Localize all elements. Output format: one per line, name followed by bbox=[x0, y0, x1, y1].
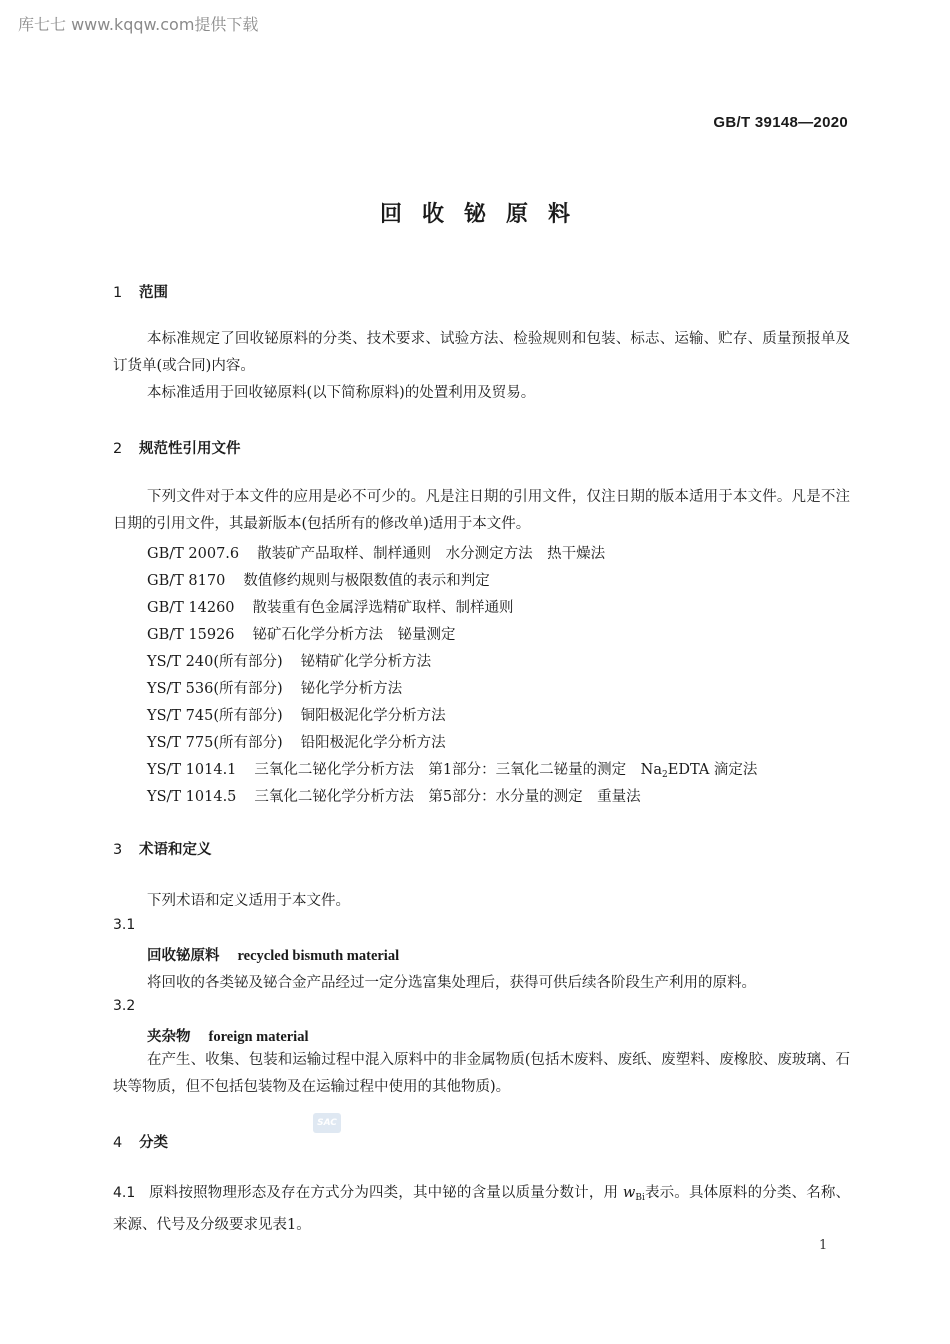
section-1-paragraph-2: 本标准适用于回收铋原料(以下简称原料)的处置利用及贸易。 bbox=[147, 385, 536, 401]
reference-title: 数值修约规则与极限数值的表示和判定 bbox=[243, 573, 490, 589]
reference-item bbox=[147, 623, 456, 644]
reference-code: YS/T 775(所有部分) bbox=[147, 735, 283, 751]
section-3-heading bbox=[113, 838, 212, 859]
reference-code: YS/T 240(所有部分) bbox=[147, 654, 283, 670]
reference-item bbox=[147, 731, 446, 752]
reference-code: GB/T 15926 bbox=[147, 627, 235, 643]
reference-code: YS/T 745(所有部分) bbox=[147, 708, 283, 724]
page-number: 1 bbox=[819, 1238, 828, 1253]
reference-method-prefix: Na bbox=[640, 762, 662, 778]
reference-method-subscript: 2 bbox=[662, 770, 668, 780]
term-english: foreign material bbox=[208, 1029, 309, 1045]
reference-title: 铋矿石化学分析方法 铋量测定 bbox=[252, 627, 456, 643]
mass-fraction-subscript: Bi bbox=[635, 1193, 645, 1203]
reference-title: 铅阳极泥化学分析方法 bbox=[300, 735, 446, 751]
term-definition: 在产生、收集、包装和运输过程中混入原料中的非金属物质(包括木废料、废纸、废塑料、废橡胶、废玻璃、石块等物质，但不包括包装物及在运输过程中使用的其他物质)。 bbox=[113, 1052, 850, 1095]
term-heading bbox=[147, 1025, 309, 1046]
section-4-heading bbox=[113, 1131, 168, 1152]
reference-code: YS/T 1014.5 bbox=[147, 789, 237, 805]
section-1-heading bbox=[113, 281, 168, 302]
term-chinese: 夹杂物 bbox=[147, 1028, 191, 1045]
section-number: 4 bbox=[113, 1135, 123, 1151]
sac-watermark-logo: SAC bbox=[313, 1113, 341, 1133]
reference-item bbox=[147, 596, 514, 617]
reference-title: 三氧化二铋化学分析方法 第1部分：三氧化二铋量的测定 bbox=[254, 762, 641, 778]
download-watermark: 库七七 www.kqqw.com提供下载 bbox=[18, 15, 259, 34]
clause-number: 4.1 bbox=[113, 1185, 136, 1201]
reference-code: GB/T 8170 bbox=[147, 573, 226, 589]
term-heading bbox=[147, 944, 399, 965]
term-number: 3.1 bbox=[113, 917, 136, 933]
section-title: 术语和定义 bbox=[139, 842, 212, 858]
term-definition: 将回收的各类铋及铋合金产品经过一定分选富集处理后，获得可供后续各阶段生产利用的原料。 bbox=[147, 975, 756, 991]
section-title: 范围 bbox=[139, 285, 168, 301]
term-chinese: 回收铋原料 bbox=[147, 947, 220, 964]
reference-title: 铜阳极泥化学分析方法 bbox=[300, 708, 446, 724]
reference-item bbox=[147, 758, 757, 780]
reference-item bbox=[147, 569, 490, 590]
section-2-heading bbox=[113, 437, 241, 458]
section-1-paragraph-1: 本标准规定了回收铋原料的分类、技术要求、试验方法、检验规则和包装、标志、运输、贮存、质量预报单及订货单(或合同)内容。 bbox=[113, 331, 850, 374]
clause-text-post: 表示。具体原料的分类、名称、来源、代号及分级要求见表1。 bbox=[113, 1185, 851, 1233]
section-title: 分类 bbox=[139, 1135, 168, 1151]
standard-number: GB/T 39148—2020 bbox=[713, 114, 848, 131]
section-title: 规范性引用文件 bbox=[139, 441, 241, 457]
mass-fraction-symbol: w bbox=[622, 1185, 636, 1201]
term-number: 3.2 bbox=[113, 998, 136, 1014]
clause-text-pre: 原料按照物理形态及存在方式分为四类，其中铋的含量以质量分数计，用 bbox=[149, 1185, 619, 1201]
document-title: 回收铋原料 bbox=[379, 202, 590, 227]
reference-item bbox=[147, 650, 431, 671]
reference-title: 铋精矿化学分析方法 bbox=[300, 654, 432, 670]
section-number: 3 bbox=[113, 842, 123, 858]
reference-item bbox=[147, 785, 641, 806]
reference-item bbox=[147, 704, 446, 725]
section-3-paragraph-1: 下列术语和定义适用于本文件。 bbox=[147, 893, 350, 909]
section-number: 1 bbox=[113, 285, 123, 301]
clause-4-1 bbox=[113, 1180, 850, 1239]
reference-code: GB/T 14260 bbox=[147, 600, 235, 616]
reference-item bbox=[147, 677, 402, 698]
reference-code: YS/T 1014.1 bbox=[147, 762, 237, 778]
reference-code: GB/T 2007.6 bbox=[147, 546, 240, 562]
reference-title: 散装矿产品取样、制样通则 水分测定方法 热干燥法 bbox=[257, 546, 606, 562]
reference-title: 三氧化二铋化学分析方法 第5部分：水分量的测定 重量法 bbox=[254, 789, 641, 805]
section-number: 2 bbox=[113, 441, 123, 457]
reference-title: 铋化学分析方法 bbox=[300, 681, 403, 697]
reference-code: YS/T 536(所有部分) bbox=[147, 681, 283, 697]
term-english: recycled bismuth material bbox=[237, 948, 400, 964]
reference-title: 散装重有色金属浮选精矿取样、制样通则 bbox=[252, 600, 514, 616]
reference-item bbox=[147, 542, 605, 563]
section-2-paragraph-1: 下列文件对于本文件的应用是必不可少的。凡是注日期的引用文件，仅注日期的版本适用于本文件。凡是不注日期的引用文件，其最新版本(包括所有的修改单)适用于本文件。 bbox=[113, 489, 850, 532]
reference-method-suffix: EDTA 滴定法 bbox=[667, 762, 758, 778]
